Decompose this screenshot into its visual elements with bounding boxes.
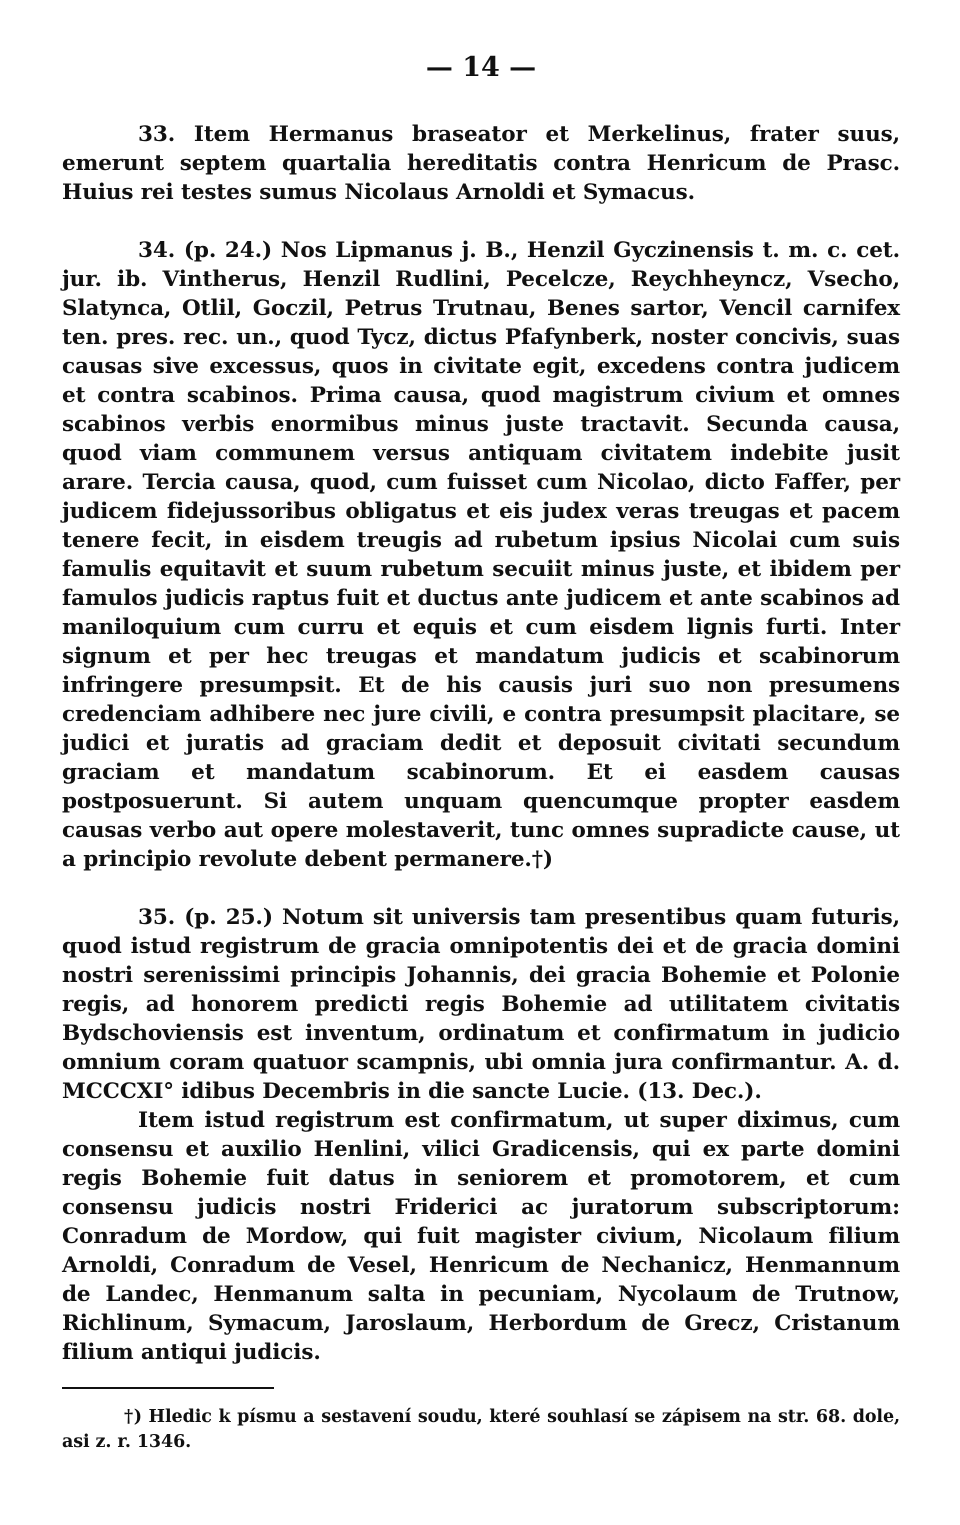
footnote: †) Hledic k písmu a sestavení soudu, které souhlasí se zápisem na str. 68. dole, asi z. r. 1346.: [62, 1407, 900, 1452]
page-number: — 14 —: [425, 52, 537, 83]
entry-34: 34. (p. 24.) Nos Lipmanus j. B., Henzil Gyczinensis t. m. c. cet. jur. ib. Vintherus, Henzil Rudlini, Pecelcze, Reychheyncz, Vsecho, Slatynca, Otlil, Goczil, Petrus Trutnau, Benes sartor, Vencil carnifex ten. pres. rec. un., quod Tycz, dictus Pfafynberk, noster concivis, suas causas sive excessus, quos in civitate egit, excedens contra judicem et contra scabinos. Prima causa, quod magistrum civium et omnes scabinos verbis enormibus minus juste tractavit. Secunda causa, quod viam communem versus antiquam civitatem indebite jusit arare. Tercia causa, quod, cum fuisset cum Nicolao, dicto Faffer, per judicem fidejussoribus obligatus et eis judex veras treugas et pacem tenere fecit, in eisdem treugis ad rubetum ipsius Nicolai cum suis famulis equitavit et suum rubetum secuiit minus juste, et ibidem per famulos judicis raptus fuit et ductus ante judicem et ante scabinos ad maniloquium cum curru et equis et cum eisdem lignis furti. Inter signum et per hec treugas et mandatum judicis et scabinorum infringere presumpsit. Et de his causis juri suo non presumens credenciam adhibere nec jure civili, e contra presumpsit placitare, se judici et juratis ad graciam dedit et deposuit civitati secundum graciam et mandatum scabinorum. Et ei easdem causas postposuerunt. Si autem unquam quencumque propter easdem causas verbo aut opere molestaverit, tunc omnes supradicte cause, ut a principio revolute debent permanere.†): [62, 238, 900, 872]
paragraph-gap: [62, 874, 900, 903]
entry-33: 33. Item Hermanus braseator et Merkelinus, frater suus, emerunt septem quartalia hereditatis contra Henricum de Prasc. Huius rei testes sumus Nicolaus Arnoldi et Symacus.: [62, 122, 900, 205]
paragraph-gap: [62, 207, 900, 236]
document-page: [62, 48, 900, 1473]
footnote-divider: [62, 1387, 274, 1389]
entry-35-continuation: Item istud registrum est confirmatum, ut super diximus, cum consensu et auxilio Henlini, vilici Gradicensis, qui ex parte domini regis Bohemie fuit datus in seniorem et promotorem, et cum consensu judicis nostri Friderici ac juratorum subscriptorum: Conradum de Mordow, qui fuit magister civium, Nicolaum filium Arnoldi, Conradum de Vesel, Henricum de Nechanicz, Henmannum de Landec, Henmanum salta in pecuniam, Nycolaum de Trutnow, Richlinum, Symacum, Jaroslaum, Herbordum de Grecz, Cristanum filium antiqui judicis.: [62, 1108, 900, 1365]
entry-35: 35. (p. 25.) Notum sit universis tam presentibus quam futuris, quod istud registrum de gracia omnipotentis dei et de gracia domini nostri serenissimi principis Johannis, dei gracia Bohemie et Polonie regis, ad honorem predicti regis Bohemie ad utilitatem civitatis Bydschoviensis est inventum, ordinatum et confirmatum in judicio omnium coram quatuor scampnis, ubi omnia jura confirmantur. A. d. MCCCXI° idibus Decembris in die sancte Lucie. (13. Dec.).: [62, 905, 900, 1104]
